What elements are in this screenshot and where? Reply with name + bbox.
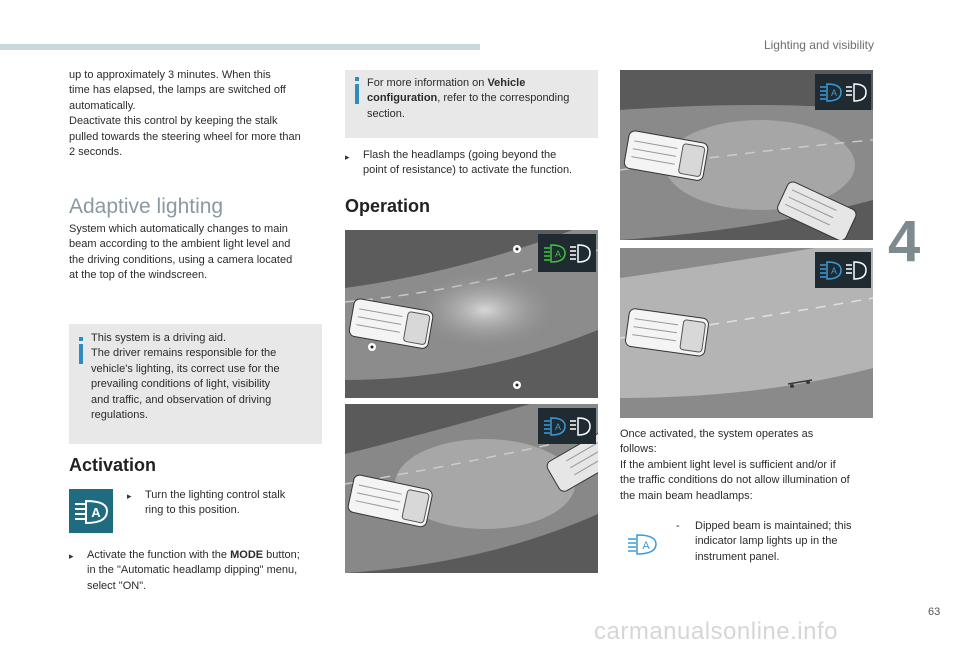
note-bold: configuration xyxy=(367,92,438,105)
note-line: section. xyxy=(367,107,405,120)
top-accent-bar xyxy=(0,44,480,50)
note-line: The driver remains responsible for the xyxy=(91,347,277,360)
intro-line: up to approximately 3 minutes. When this xyxy=(69,69,271,81)
info-icon xyxy=(355,84,359,104)
note-bold: Vehicle xyxy=(487,77,526,89)
intro-line: pulled towards the steering wheel for more than xyxy=(69,130,301,143)
adaptive-lighting-heading: Adaptive lighting xyxy=(69,195,224,218)
description-line: the main beam headlamps: xyxy=(620,489,753,502)
info-icon xyxy=(79,344,83,364)
chapter-number: 4 xyxy=(888,209,921,274)
description-line: If the ambient light level is sufficient and/or if xyxy=(620,458,836,471)
note-line: and traffic, and observation of driving xyxy=(91,393,272,406)
intro-line: 2 seconds. xyxy=(69,146,123,159)
illustration-following-vehicle xyxy=(345,404,598,573)
mode-button-label: MODE xyxy=(230,549,264,561)
intro-line: Deactivate this control by keeping the stalk xyxy=(69,115,278,128)
description-line: beam according to the ambient light level and xyxy=(69,238,291,251)
step-line: point of resistance) to activate the function. xyxy=(363,164,573,177)
description-line: the driving conditions, using a camera located xyxy=(69,253,293,266)
indicator-badge xyxy=(538,408,596,444)
step-text: Activate the function with the xyxy=(87,549,231,561)
step-line: ring to this position. xyxy=(145,504,240,517)
step-line: Flash the headlamps (going beyond the xyxy=(363,149,557,161)
note-line: This system is a driving aid. xyxy=(91,332,227,344)
note-text: For more information on xyxy=(367,77,488,89)
note-line: prevailing conditions of light, visibility xyxy=(91,378,271,391)
adaptive-description xyxy=(69,222,329,284)
svg-text:A: A xyxy=(91,505,101,520)
indicator-badge xyxy=(815,74,871,110)
illustration-oncoming-lights xyxy=(345,230,598,398)
dipped-beam-indicator-icon xyxy=(626,531,660,557)
description-line: at the top of the windscreen. xyxy=(69,269,208,282)
flash-step xyxy=(363,148,603,179)
note-line: vehicle's lighting, its correct use for the xyxy=(91,362,280,375)
indicator-badge xyxy=(815,252,871,288)
indicator-badge xyxy=(538,234,596,272)
intro-paragraph xyxy=(69,68,329,160)
bullet-icon: ▸ xyxy=(69,551,74,561)
note-text: , refer to the corresponding xyxy=(437,92,570,105)
intro-line: time has elapsed, the lamps are switched off xyxy=(69,84,286,97)
dash-marker: - xyxy=(676,520,680,532)
svg-text:A: A xyxy=(830,266,838,276)
activation-step-1 xyxy=(145,488,325,519)
svg-text:A: A xyxy=(554,422,562,432)
step-line: in the "Automatic headlamp dipping" menu, xyxy=(87,564,298,577)
driving-aid-note xyxy=(69,324,322,444)
auto-headlamp-tile-icon xyxy=(69,489,113,533)
svg-text:A: A xyxy=(554,249,562,259)
dipped-line: Dipped beam is maintained; this xyxy=(695,520,852,532)
activation-step-2 xyxy=(87,548,327,594)
step-text: button; xyxy=(263,549,300,561)
operation-heading: Operation xyxy=(345,196,431,216)
description-line: System which automatically changes to main xyxy=(69,223,288,235)
bullet-icon: ▸ xyxy=(127,491,132,501)
illustration-ambient-lighting xyxy=(620,248,873,418)
svg-text:A: A xyxy=(642,540,650,552)
dipped-line: indicator lamp lights up in the xyxy=(695,535,838,548)
vehicle-config-note xyxy=(345,70,598,138)
watermark: carmanualsonline.info xyxy=(594,618,838,645)
description-line: Once activated, the system operates as xyxy=(620,428,814,440)
step-line: Turn the lighting control stalk xyxy=(145,489,286,501)
dipped-beam-text xyxy=(695,519,885,565)
description-line: the traffic conditions do not allow illumination of xyxy=(620,474,850,487)
page-number: 63 xyxy=(928,606,941,618)
operation-description xyxy=(620,427,880,504)
bullet-icon: ▸ xyxy=(345,152,350,162)
activation-heading: Activation xyxy=(69,455,157,475)
section-title: Lighting and visibility xyxy=(763,38,874,52)
dipped-line: instrument panel. xyxy=(695,550,780,563)
svg-text:A: A xyxy=(830,88,838,98)
description-line: follows: xyxy=(620,443,657,456)
note-line: regulations. xyxy=(91,409,148,422)
step-line: select "ON". xyxy=(87,579,147,592)
illustration-oncoming-truck xyxy=(620,70,873,240)
intro-line: automatically. xyxy=(69,99,136,112)
